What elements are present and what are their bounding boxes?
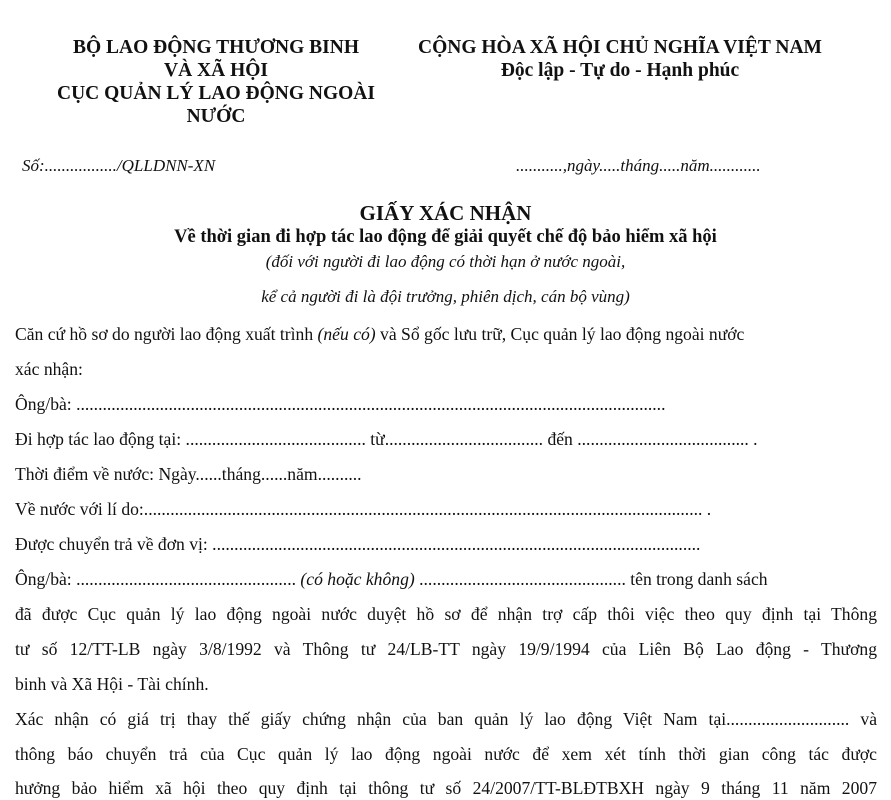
document-scope-note-1: (đối với người đi lao động có thời hạn ở nước ngoài,: [265, 252, 626, 271]
document-date: ...........,ngày.....tháng.....năm............: [516, 156, 761, 175]
document-subtitle: Về thời gian đi hợp tác lao động để giải quyết chế độ bảo hiểm xã hội: [174, 227, 717, 247]
paragraph3-line-3: hưởng bảo hiểm xã hội theo quy định tại thông tư số 24/2007/TT-BLĐTBXH ngày 9 tháng 11 năm 2007: [15, 778, 877, 798]
intro-line-2: xác nhận:: [15, 359, 83, 379]
document-number: Số:................./QLLDNN-XN: [22, 156, 216, 175]
motto: Độc lập - Tự do - Hạnh phúc: [500, 60, 740, 81]
intro-text-1: Căn cứ hồ sơ do người lao động xuất trình: [15, 324, 318, 344]
intro-line-1: [15, 322, 877, 346]
p2-italic: (có hoặc không): [300, 569, 415, 589]
p2-lead: Ông/bà: ..................................................: [15, 569, 301, 589]
agency-line-2: VÀ XÃ HỘI: [163, 60, 268, 81]
p2-tail: ............................................... tên trong danh sách: [414, 569, 768, 589]
agency-line-4: NƯỚC: [186, 106, 246, 127]
paragraph3-line-1[interactable]: Xác nhận có giá trị thay thế giấy chứng nhận của ban quản lý lao động Việt Nam tại............................ và: [15, 709, 877, 729]
intro-text-2: và Sổ gốc lưu trữ, Cục quản lý lao động ngoài nước: [375, 324, 745, 344]
paragraph2-line-1[interactable]: [15, 567, 877, 591]
paragraph2-line-2: đã được Cục quản lý lao động ngoài nước duyệt hồ sơ để nhận trợ cấp thôi việc theo quy định tại Thông: [15, 604, 877, 624]
document-title: GIẤY XÁC NHẬN: [359, 201, 532, 225]
paragraph2-line-3: tư số 12/TT-LB ngày 3/8/1992 và Thông tư 24/LB-TT ngày 19/9/1994 của Liên Bộ Lao động - Thương: [15, 639, 877, 659]
field-name[interactable]: Ông/bà: ......................................................................................................................................: [15, 394, 666, 414]
national-motto-header: [404, 36, 836, 82]
field-return-reason[interactable]: Về nước với lí do:............................................................................................................................... .: [15, 499, 712, 519]
paragraph2-line-4: binh và Xã Hội - Tài chính.: [15, 674, 209, 694]
country-name: CỘNG HÒA XÃ HỘI CHỦ NGHĨA VIỆT NAM: [418, 37, 822, 58]
paragraph3-line-2: thông báo chuyển trả của Cục quản lý lao động ngoài nước để xem xét tính thời gian công tác được: [15, 744, 877, 764]
field-work-place[interactable]: Đi hợp tác lao động tại: ......................................... từ.................................... đến ....................................... .: [15, 429, 758, 449]
document-scope-note-2: kể cả người đi là đội trưởng, phiên dịch, cán bộ vùng): [261, 287, 630, 306]
agency-line-3: CỤC QUẢN LÝ LAO ĐỘNG NGOÀI: [57, 83, 375, 104]
intro-italic: (nếu có): [317, 324, 376, 344]
field-transfer-unit[interactable]: Được chuyển trả về đơn vị: ...............................................................................................................: [15, 534, 701, 554]
agency-line-1: BỘ LAO ĐỘNG THƯƠNG BINH: [72, 37, 360, 58]
issuing-agency-header: [30, 36, 402, 128]
field-return-date[interactable]: Thời điểm về nước: Ngày......tháng......năm..........: [15, 464, 362, 484]
